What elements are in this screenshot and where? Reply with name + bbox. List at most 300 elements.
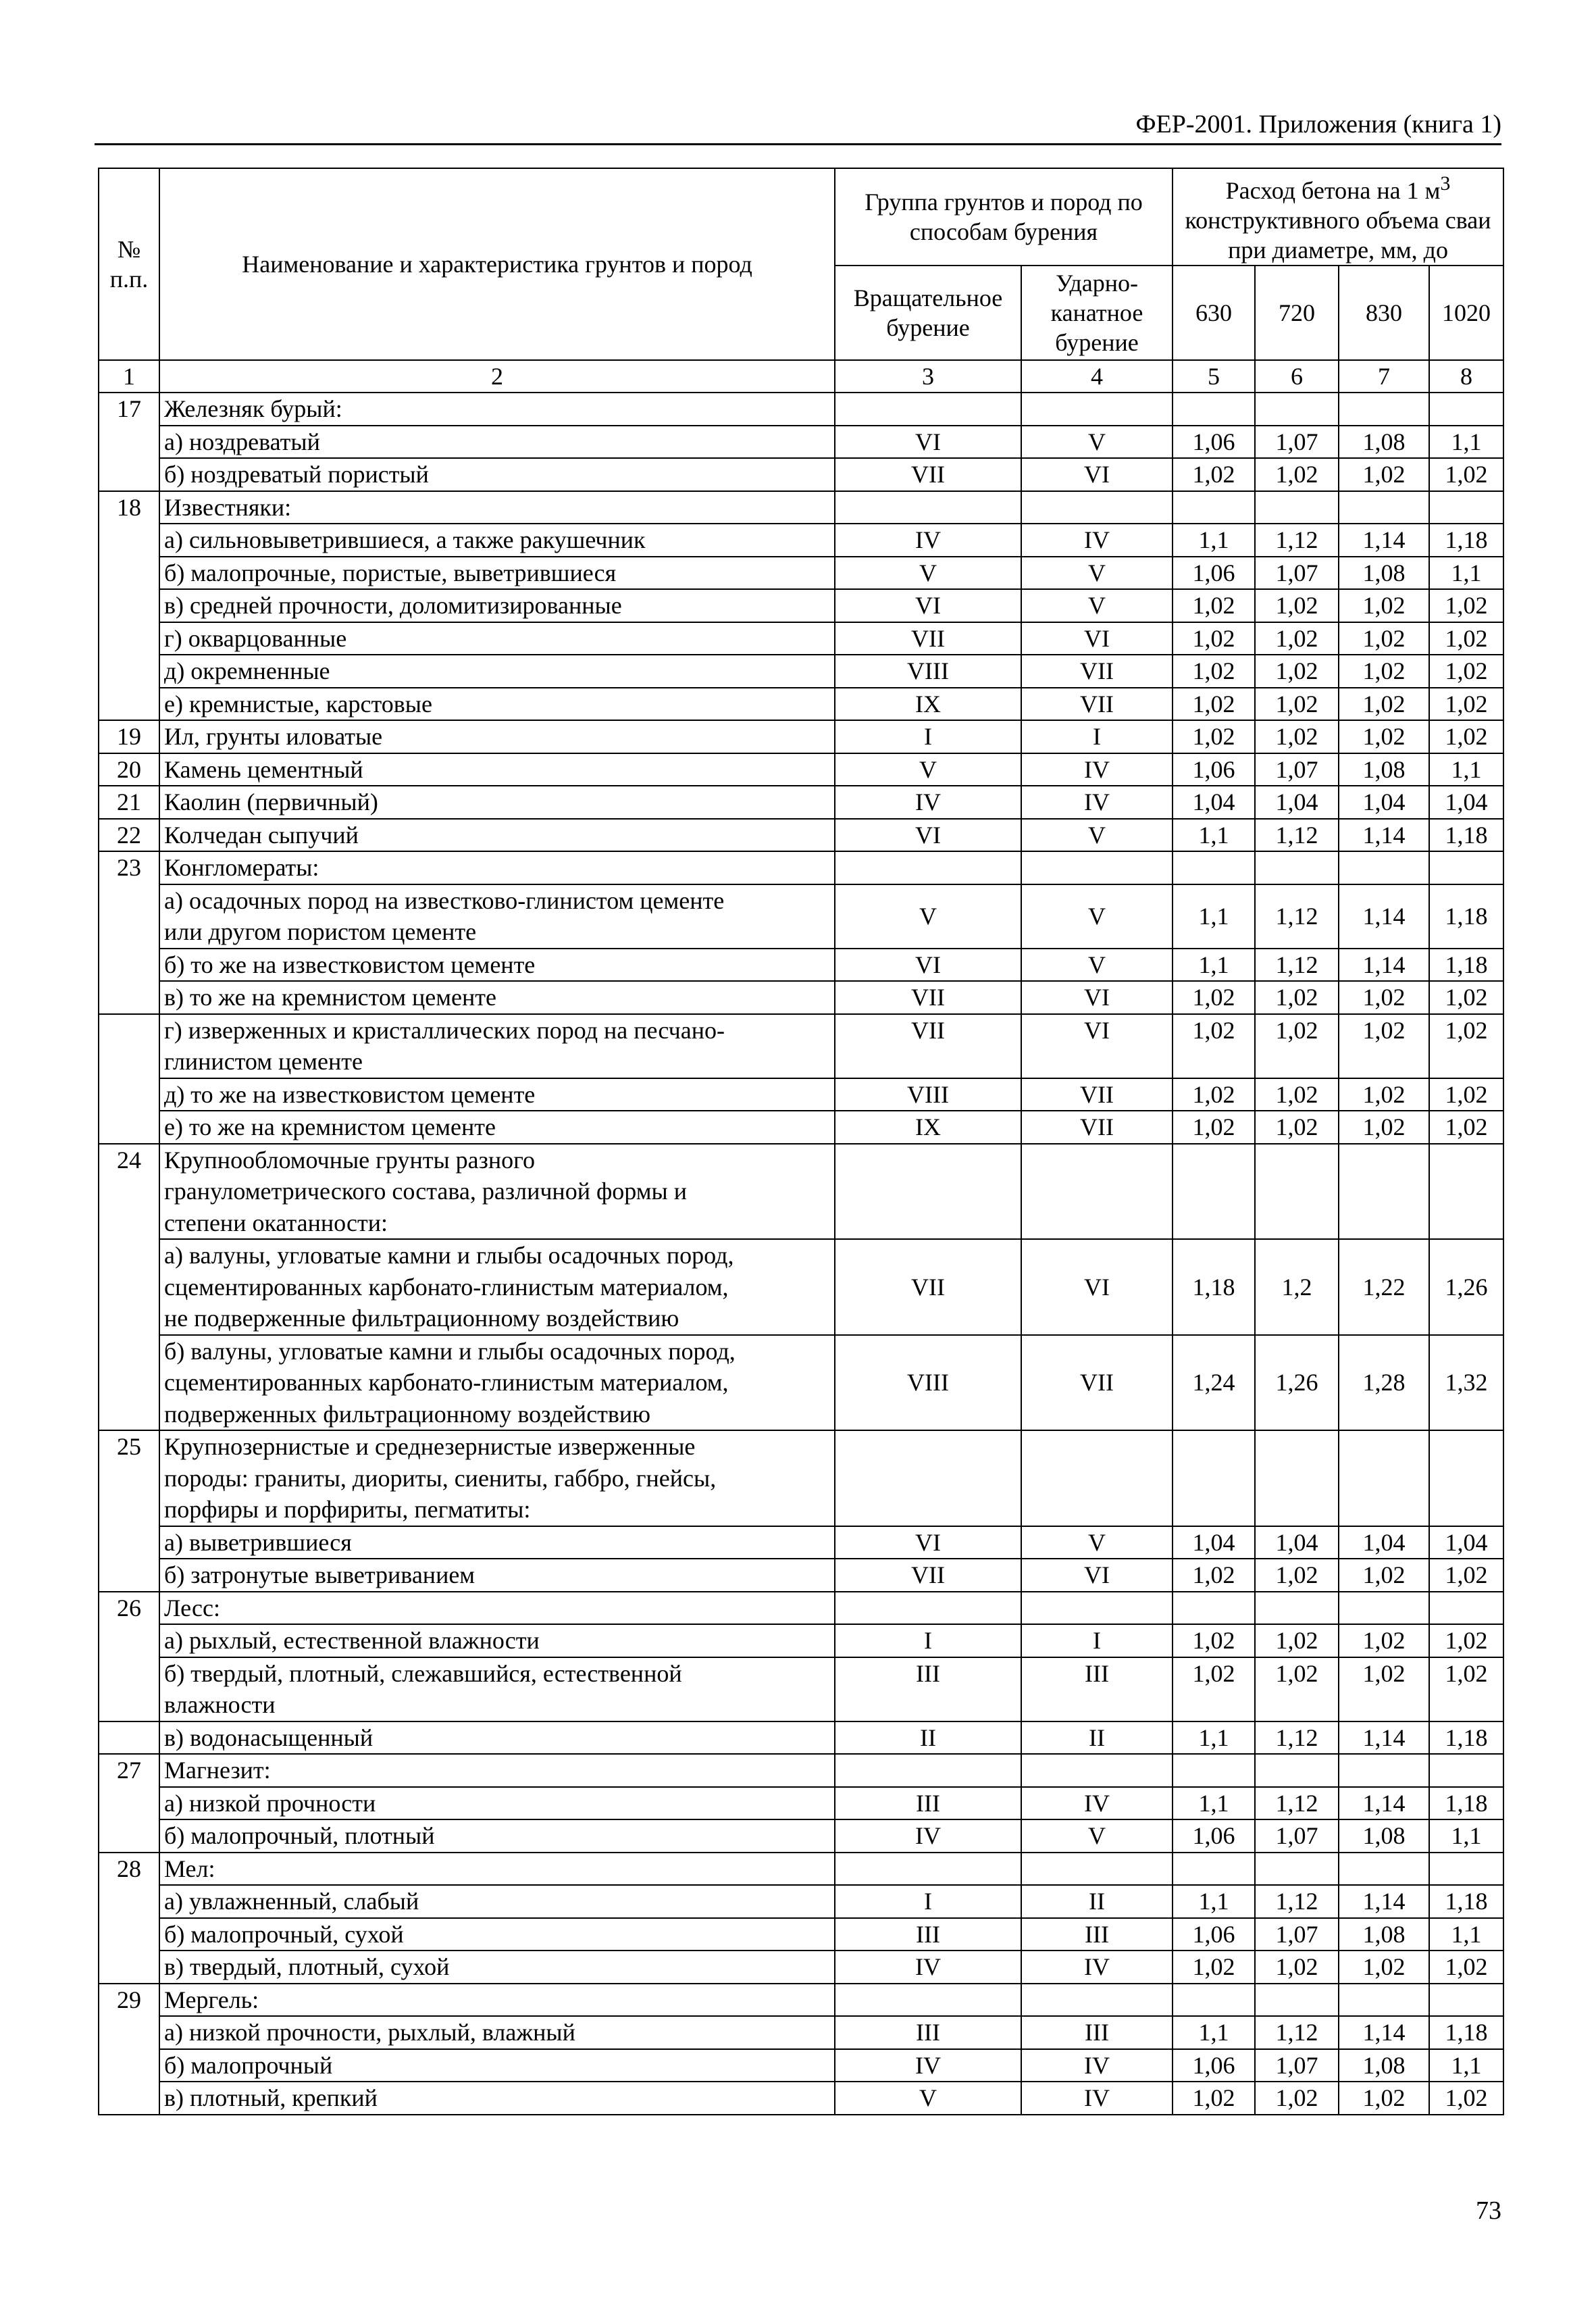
- document-header: ФЕР-2001. Приложения (книга 1): [1135, 110, 1501, 139]
- table-row: [99, 1239, 1503, 1335]
- row-name-line: или другом пористом цементе: [164, 918, 477, 945]
- consumption-830: 1,14: [1339, 524, 1429, 557]
- consumption-830: 1,08: [1339, 1918, 1429, 1951]
- table-row: [99, 1787, 1503, 1820]
- row-name-line: в) плотный, крепкий: [164, 2084, 378, 2111]
- consumption-830: 1,02: [1339, 1559, 1429, 1592]
- consumption-630: 1,02: [1173, 720, 1255, 753]
- concrete-consumption-table-wrap: [98, 168, 1503, 2115]
- col-num-3: 3: [835, 360, 1021, 393]
- consumption-1020: 1,18: [1429, 2016, 1503, 2049]
- table-row: [99, 1754, 1503, 1787]
- header-consumption: [1173, 168, 1503, 266]
- row-name-line: б) ноздреватый пористый: [164, 461, 429, 488]
- consumption-1020: 1,02: [1429, 1951, 1503, 1984]
- consumption-1020: 1,02: [1429, 1014, 1503, 1078]
- row-name: [159, 1144, 835, 1240]
- consumption-830: 1,14: [1339, 1885, 1429, 1918]
- consumption-1020: 1,18: [1429, 524, 1503, 557]
- consumption-630: 1,06: [1173, 426, 1255, 459]
- row-name: [159, 851, 835, 884]
- row-name-line: а) осадочных пород на известково-глинистом цементе: [164, 886, 725, 914]
- row-name-line: в) твердый, плотный, сухой: [164, 1953, 450, 1980]
- row-name: [159, 1853, 835, 1886]
- header-d720: 720: [1255, 266, 1339, 360]
- consumption-1020: 1,1: [1429, 426, 1503, 459]
- consumption-1020: [1429, 1592, 1503, 1625]
- rotary-drilling-group: [835, 1984, 1021, 2017]
- row-number: 25: [99, 1430, 159, 1592]
- consumption-1020: 1,32: [1429, 1335, 1503, 1431]
- consumption-1020: 1,02: [1429, 1559, 1503, 1592]
- row-name: [159, 1657, 835, 1721]
- consumption-630: 1,02: [1173, 1559, 1255, 1592]
- row-name-line: д) окремненные: [164, 657, 330, 684]
- table-row: [99, 720, 1503, 753]
- concrete-consumption-table: [98, 168, 1504, 2115]
- consumption-720: 1,2: [1255, 1239, 1339, 1335]
- col-num-8: 8: [1429, 360, 1503, 393]
- table-row: [99, 1984, 1503, 2017]
- percussion-drilling-group: IV: [1021, 753, 1173, 786]
- row-name-line: Каолин (первичный): [164, 788, 378, 815]
- row-number: 17: [99, 393, 159, 491]
- consumption-720: 1,02: [1255, 2082, 1339, 2115]
- row-name: [159, 753, 835, 786]
- rotary-drilling-group: IV: [835, 786, 1021, 819]
- table-row: [99, 524, 1503, 557]
- row-name-line: б) малопрочный, сухой: [164, 1920, 404, 1948]
- consumption-1020: 1,02: [1429, 720, 1503, 753]
- consumption-830: [1339, 1430, 1429, 1526]
- row-number: 27: [99, 1754, 159, 1853]
- rotary-drilling-group: VI: [835, 426, 1021, 459]
- rotary-drilling-group: II: [835, 1721, 1021, 1755]
- consumption-830: [1339, 1592, 1429, 1625]
- consumption-830: 1,14: [1339, 2016, 1429, 2049]
- consumption-1020: [1429, 1430, 1503, 1526]
- row-name-line: глинистом цементе: [164, 1048, 363, 1075]
- row-name-line: Мергель:: [164, 1986, 259, 2013]
- consumption-720: 1,02: [1255, 1014, 1339, 1078]
- table-row: [99, 491, 1503, 524]
- row-name: [159, 426, 835, 459]
- percussion-drilling-group: VII: [1021, 688, 1173, 721]
- consumption-630: [1173, 1984, 1255, 2017]
- consumption-630: 1,06: [1173, 1819, 1255, 1853]
- row-name: [159, 786, 835, 819]
- consumption-630: 1,1: [1173, 1787, 1255, 1820]
- consumption-1020: 1,02: [1429, 622, 1503, 655]
- consumption-720: 1,12: [1255, 949, 1339, 982]
- header-d630: 630: [1173, 266, 1255, 360]
- header-rule: [95, 143, 1501, 145]
- consumption-830: 1,02: [1339, 2082, 1429, 2115]
- row-number: 18: [99, 491, 159, 721]
- consumption-720: 1,02: [1255, 1624, 1339, 1657]
- row-name-line: сцементированных карбонато-глинистым материалом,: [164, 1369, 729, 1396]
- consumption-1020: 1,1: [1429, 1918, 1503, 1951]
- consumption-1020: 1,02: [1429, 1657, 1503, 1721]
- row-name-line: порфиры и порфириты, пегматиты:: [164, 1496, 531, 1523]
- consumption-720: 1,12: [1255, 524, 1339, 557]
- rotary-drilling-group: IX: [835, 688, 1021, 721]
- consumption-630: 1,24: [1173, 1335, 1255, 1431]
- rotary-drilling-group: V: [835, 557, 1021, 590]
- row-name-line: в) средней прочности, доломитизированные: [164, 592, 622, 619]
- consumption-1020: [1429, 851, 1503, 884]
- consumption-720: 1,02: [1255, 720, 1339, 753]
- header-rotary: Вращательное бурение: [835, 266, 1021, 360]
- consumption-830: 1,02: [1339, 1014, 1429, 1078]
- table-row: [99, 1526, 1503, 1559]
- consumption-630: [1173, 1853, 1255, 1886]
- percussion-drilling-group: [1021, 393, 1173, 426]
- consumption-1020: [1429, 1984, 1503, 2017]
- rotary-drilling-group: VI: [835, 1526, 1021, 1559]
- rotary-drilling-group: I: [835, 720, 1021, 753]
- percussion-drilling-group: [1021, 491, 1173, 524]
- row-name-line: Мел:: [164, 1855, 215, 1882]
- header-d830: 830: [1339, 266, 1429, 360]
- percussion-drilling-group: III: [1021, 2016, 1173, 2049]
- percussion-drilling-group: V: [1021, 819, 1173, 852]
- consumption-630: 1,02: [1173, 688, 1255, 721]
- row-name-line: породы: граниты, диориты, сиениты, габбро, гнейсы,: [164, 1464, 717, 1492]
- consumption-830: [1339, 1853, 1429, 1886]
- consumption-630: 1,04: [1173, 786, 1255, 819]
- col-num-7: 7: [1339, 360, 1429, 393]
- consumption-630: 1,02: [1173, 1014, 1255, 1078]
- row-name: [159, 393, 835, 426]
- consumption-630: 1,02: [1173, 981, 1255, 1014]
- row-name: [159, 1078, 835, 1111]
- consumption-630: 1,02: [1173, 1078, 1255, 1111]
- consumption-1020: [1429, 1853, 1503, 1886]
- table-row: [99, 819, 1503, 852]
- row-name: [159, 1624, 835, 1657]
- consumption-830: 1,14: [1339, 1787, 1429, 1820]
- consumption-630: [1173, 1754, 1255, 1787]
- consumption-1020: 1,02: [1429, 1624, 1503, 1657]
- consumption-720: 1,02: [1255, 981, 1339, 1014]
- table-row: [99, 688, 1503, 721]
- percussion-drilling-group: IV: [1021, 786, 1173, 819]
- rotary-drilling-group: I: [835, 1624, 1021, 1657]
- row-name-line: а) ноздреватый: [164, 428, 320, 455]
- table-header: [99, 168, 1503, 393]
- consumption-630: 1,1: [1173, 949, 1255, 982]
- consumption-1020: 1,02: [1429, 1078, 1503, 1111]
- consumption-1020: 1,04: [1429, 786, 1503, 819]
- col-num-4: 4: [1021, 360, 1173, 393]
- consumption-830: 1,02: [1339, 589, 1429, 622]
- consumption-720: [1255, 491, 1339, 524]
- consumption-630: 1,02: [1173, 1111, 1255, 1144]
- consumption-830: 1,08: [1339, 1819, 1429, 1853]
- rotary-drilling-group: VII: [835, 1239, 1021, 1335]
- table-row: [99, 1951, 1503, 1984]
- row-name-line: Крупнозернистые и среднезернистые изверженные: [164, 1433, 696, 1460]
- percussion-drilling-group: [1021, 1984, 1173, 2017]
- row-name-line: е) то же на кремнистом цементе: [164, 1113, 496, 1140]
- rotary-drilling-group: [835, 1754, 1021, 1787]
- row-number: [99, 1721, 159, 1755]
- consumption-720: [1255, 851, 1339, 884]
- consumption-830: [1339, 851, 1429, 884]
- percussion-drilling-group: [1021, 1754, 1173, 1787]
- row-name: [159, 1559, 835, 1592]
- consumption-720: 1,02: [1255, 1111, 1339, 1144]
- consumption-630: [1173, 851, 1255, 884]
- table-body: [99, 393, 1503, 2115]
- percussion-drilling-group: [1021, 851, 1173, 884]
- consumption-830: 1,08: [1339, 2049, 1429, 2082]
- consumption-630: [1173, 393, 1255, 426]
- row-name-line: Железняк бурый:: [164, 395, 342, 422]
- table-row: [99, 2049, 1503, 2082]
- consumption-830: 1,04: [1339, 1526, 1429, 1559]
- percussion-drilling-group: IV: [1021, 1787, 1173, 1820]
- row-name: [159, 1885, 835, 1918]
- row-name: [159, 557, 835, 590]
- table-row: [99, 655, 1503, 688]
- rotary-drilling-group: [835, 393, 1021, 426]
- percussion-drilling-group: II: [1021, 1885, 1173, 1918]
- percussion-drilling-group: VII: [1021, 1078, 1173, 1111]
- rotary-drilling-group: III: [835, 1787, 1021, 1820]
- row-name-line: б) валуны, угловатые камни и глыбы осадочных пород,: [164, 1337, 736, 1365]
- row-name: [159, 1592, 835, 1625]
- row-name-line: степени окатанности:: [164, 1209, 388, 1236]
- row-name: [159, 1430, 835, 1526]
- header-consumption-sup: 3: [1440, 172, 1451, 195]
- row-name-line: Лесс:: [164, 1594, 221, 1621]
- rotary-drilling-group: VII: [835, 981, 1021, 1014]
- consumption-720: 1,04: [1255, 1526, 1339, 1559]
- consumption-1020: 1,02: [1429, 2082, 1503, 2115]
- percussion-drilling-group: IV: [1021, 2082, 1173, 2115]
- consumption-1020: 1,18: [1429, 1787, 1503, 1820]
- percussion-drilling-group: VI: [1021, 1559, 1173, 1592]
- percussion-drilling-group: IV: [1021, 524, 1173, 557]
- percussion-drilling-group: V: [1021, 1526, 1173, 1559]
- consumption-1020: [1429, 1144, 1503, 1240]
- rotary-drilling-group: VII: [835, 458, 1021, 491]
- row-name: [159, 1819, 835, 1853]
- row-name-line: Конгломераты:: [164, 854, 319, 881]
- percussion-drilling-group: V: [1021, 589, 1173, 622]
- rotary-drilling-group: III: [835, 2016, 1021, 2049]
- row-name-line: б) малопрочный: [164, 2051, 333, 2079]
- rotary-drilling-group: I: [835, 1885, 1021, 1918]
- header-name: Наименование и характеристика грунтов и пород: [159, 168, 835, 360]
- consumption-720: 1,07: [1255, 753, 1339, 786]
- row-name: [159, 1984, 835, 2017]
- rotary-drilling-group: [835, 1144, 1021, 1240]
- consumption-630: 1,02: [1173, 1624, 1255, 1657]
- consumption-720: 1,02: [1255, 1951, 1339, 1984]
- table-row: [99, 851, 1503, 884]
- table-row: [99, 458, 1503, 491]
- row-name-line: б) малопрочный, плотный: [164, 1822, 435, 1849]
- percussion-drilling-group: VI: [1021, 981, 1173, 1014]
- rotary-drilling-group: V: [835, 884, 1021, 949]
- consumption-720: 1,12: [1255, 1885, 1339, 1918]
- consumption-1020: 1,1: [1429, 1819, 1503, 1853]
- consumption-720: 1,02: [1255, 1559, 1339, 1592]
- row-name-line: а) сильновыветрившиеся, а также ракушечник: [164, 526, 646, 553]
- consumption-720: 1,12: [1255, 1787, 1339, 1820]
- table-row: [99, 884, 1503, 949]
- table-row: [99, 1078, 1503, 1111]
- percussion-drilling-group: VI: [1021, 1239, 1173, 1335]
- consumption-720: 1,04: [1255, 786, 1339, 819]
- consumption-1020: 1,02: [1429, 655, 1503, 688]
- rotary-drilling-group: [835, 1853, 1021, 1886]
- table-row: [99, 393, 1503, 426]
- row-name-line: е) кремнистые, карстовые: [164, 690, 432, 718]
- consumption-720: 1,12: [1255, 819, 1339, 852]
- consumption-630: 1,1: [1173, 819, 1255, 852]
- row-name: [159, 2082, 835, 2115]
- consumption-720: [1255, 1984, 1339, 2017]
- col-num-1: 1: [99, 360, 159, 393]
- consumption-630: 1,02: [1173, 1657, 1255, 1721]
- percussion-drilling-group: V: [1021, 884, 1173, 949]
- row-name-line: а) низкой прочности, рыхлый, влажный: [164, 2019, 575, 2046]
- rotary-drilling-group: VIII: [835, 655, 1021, 688]
- consumption-830: 1,02: [1339, 458, 1429, 491]
- table-row: [99, 589, 1503, 622]
- consumption-630: [1173, 491, 1255, 524]
- row-name: [159, 1111, 835, 1144]
- header-consumption-line2: конструктивного объема сваи при диаметре, мм, до: [1185, 207, 1491, 263]
- consumption-830: 1,02: [1339, 688, 1429, 721]
- percussion-drilling-group: V: [1021, 557, 1173, 590]
- percussion-drilling-group: VI: [1021, 458, 1173, 491]
- table-row: [99, 981, 1503, 1014]
- consumption-1020: 1,18: [1429, 884, 1503, 949]
- row-name-line: Ил, грунты иловатые: [164, 723, 383, 750]
- consumption-830: 1,02: [1339, 981, 1429, 1014]
- consumption-720: 1,02: [1255, 688, 1339, 721]
- consumption-830: 1,22: [1339, 1239, 1429, 1335]
- row-name: [159, 1787, 835, 1820]
- row-name: [159, 981, 835, 1014]
- percussion-drilling-group: III: [1021, 1657, 1173, 1721]
- rotary-drilling-group: VI: [835, 949, 1021, 982]
- consumption-830: 1,08: [1339, 557, 1429, 590]
- consumption-720: 1,26: [1255, 1335, 1339, 1431]
- rotary-drilling-group: VI: [835, 589, 1021, 622]
- row-name: [159, 1918, 835, 1951]
- rotary-drilling-group: IV: [835, 2049, 1021, 2082]
- row-name: [159, 720, 835, 753]
- row-name: [159, 949, 835, 982]
- consumption-720: 1,02: [1255, 589, 1339, 622]
- row-number: 20: [99, 753, 159, 786]
- row-name: [159, 819, 835, 852]
- consumption-1020: 1,02: [1429, 688, 1503, 721]
- rotary-drilling-group: [835, 851, 1021, 884]
- row-name-line: Камень цементный: [164, 755, 363, 783]
- row-name-line: д) то же на известковистом цементе: [164, 1080, 536, 1108]
- table-row: [99, 1144, 1503, 1240]
- consumption-720: 1,02: [1255, 1657, 1339, 1721]
- consumption-720: 1,07: [1255, 2049, 1339, 2082]
- percussion-drilling-group: VII: [1021, 655, 1173, 688]
- rotary-drilling-group: VIII: [835, 1335, 1021, 1431]
- row-name: [159, 1951, 835, 1984]
- consumption-1020: 1,04: [1429, 1526, 1503, 1559]
- consumption-630: [1173, 1430, 1255, 1526]
- consumption-630: 1,1: [1173, 524, 1255, 557]
- table-row: [99, 557, 1503, 590]
- header-percussion: Ударно-канатное бурение: [1021, 266, 1173, 360]
- header-consumption-line1: Расход бетона на 1 м: [1225, 177, 1441, 204]
- header-group: Группа грунтов и пород по способам бурения: [835, 168, 1173, 266]
- row-name: [159, 884, 835, 949]
- consumption-720: [1255, 1430, 1339, 1526]
- row-name: [159, 688, 835, 721]
- consumption-1020: [1429, 1754, 1503, 1787]
- consumption-720: [1255, 1144, 1339, 1240]
- rotary-drilling-group: VII: [835, 1559, 1021, 1592]
- row-name: [159, 655, 835, 688]
- rotary-drilling-group: V: [835, 2082, 1021, 2115]
- consumption-630: 1,02: [1173, 458, 1255, 491]
- row-name-line: гранулометрического состава, различной формы и: [164, 1178, 687, 1205]
- consumption-1020: 1,18: [1429, 819, 1503, 852]
- table-row: [99, 1111, 1503, 1144]
- consumption-630: 1,06: [1173, 753, 1255, 786]
- row-name-line: Известняки:: [164, 493, 292, 521]
- consumption-720: [1255, 1592, 1339, 1625]
- consumption-720: 1,07: [1255, 426, 1339, 459]
- percussion-drilling-group: VI: [1021, 622, 1173, 655]
- header-no: № п.п.: [99, 168, 159, 360]
- consumption-1020: 1,02: [1429, 589, 1503, 622]
- percussion-drilling-group: IV: [1021, 1951, 1173, 1984]
- rotary-drilling-group: V: [835, 753, 1021, 786]
- percussion-drilling-group: V: [1021, 1819, 1173, 1853]
- row-name: [159, 2049, 835, 2082]
- rotary-drilling-group: IV: [835, 1951, 1021, 1984]
- consumption-720: 1,12: [1255, 884, 1339, 949]
- row-name-line: подверженных фильтрационному воздействию: [164, 1400, 651, 1428]
- consumption-720: 1,12: [1255, 2016, 1339, 2049]
- table-row: [99, 2082, 1503, 2115]
- header-d1020: 1020: [1429, 266, 1503, 360]
- row-name: [159, 1754, 835, 1787]
- consumption-830: [1339, 393, 1429, 426]
- consumption-1020: 1,1: [1429, 2049, 1503, 2082]
- consumption-1020: 1,1: [1429, 557, 1503, 590]
- table-row: [99, 1853, 1503, 1886]
- consumption-1020: [1429, 393, 1503, 426]
- consumption-830: 1,02: [1339, 1951, 1429, 1984]
- table-row: [99, 753, 1503, 786]
- rotary-drilling-group: IV: [835, 1819, 1021, 1853]
- row-name: [159, 491, 835, 524]
- consumption-1020: 1,18: [1429, 1721, 1503, 1755]
- consumption-720: 1,12: [1255, 1721, 1339, 1755]
- percussion-drilling-group: [1021, 1144, 1173, 1240]
- row-name: [159, 524, 835, 557]
- consumption-720: 1,02: [1255, 458, 1339, 491]
- row-name-line: в) то же на кремнистом цементе: [164, 984, 496, 1011]
